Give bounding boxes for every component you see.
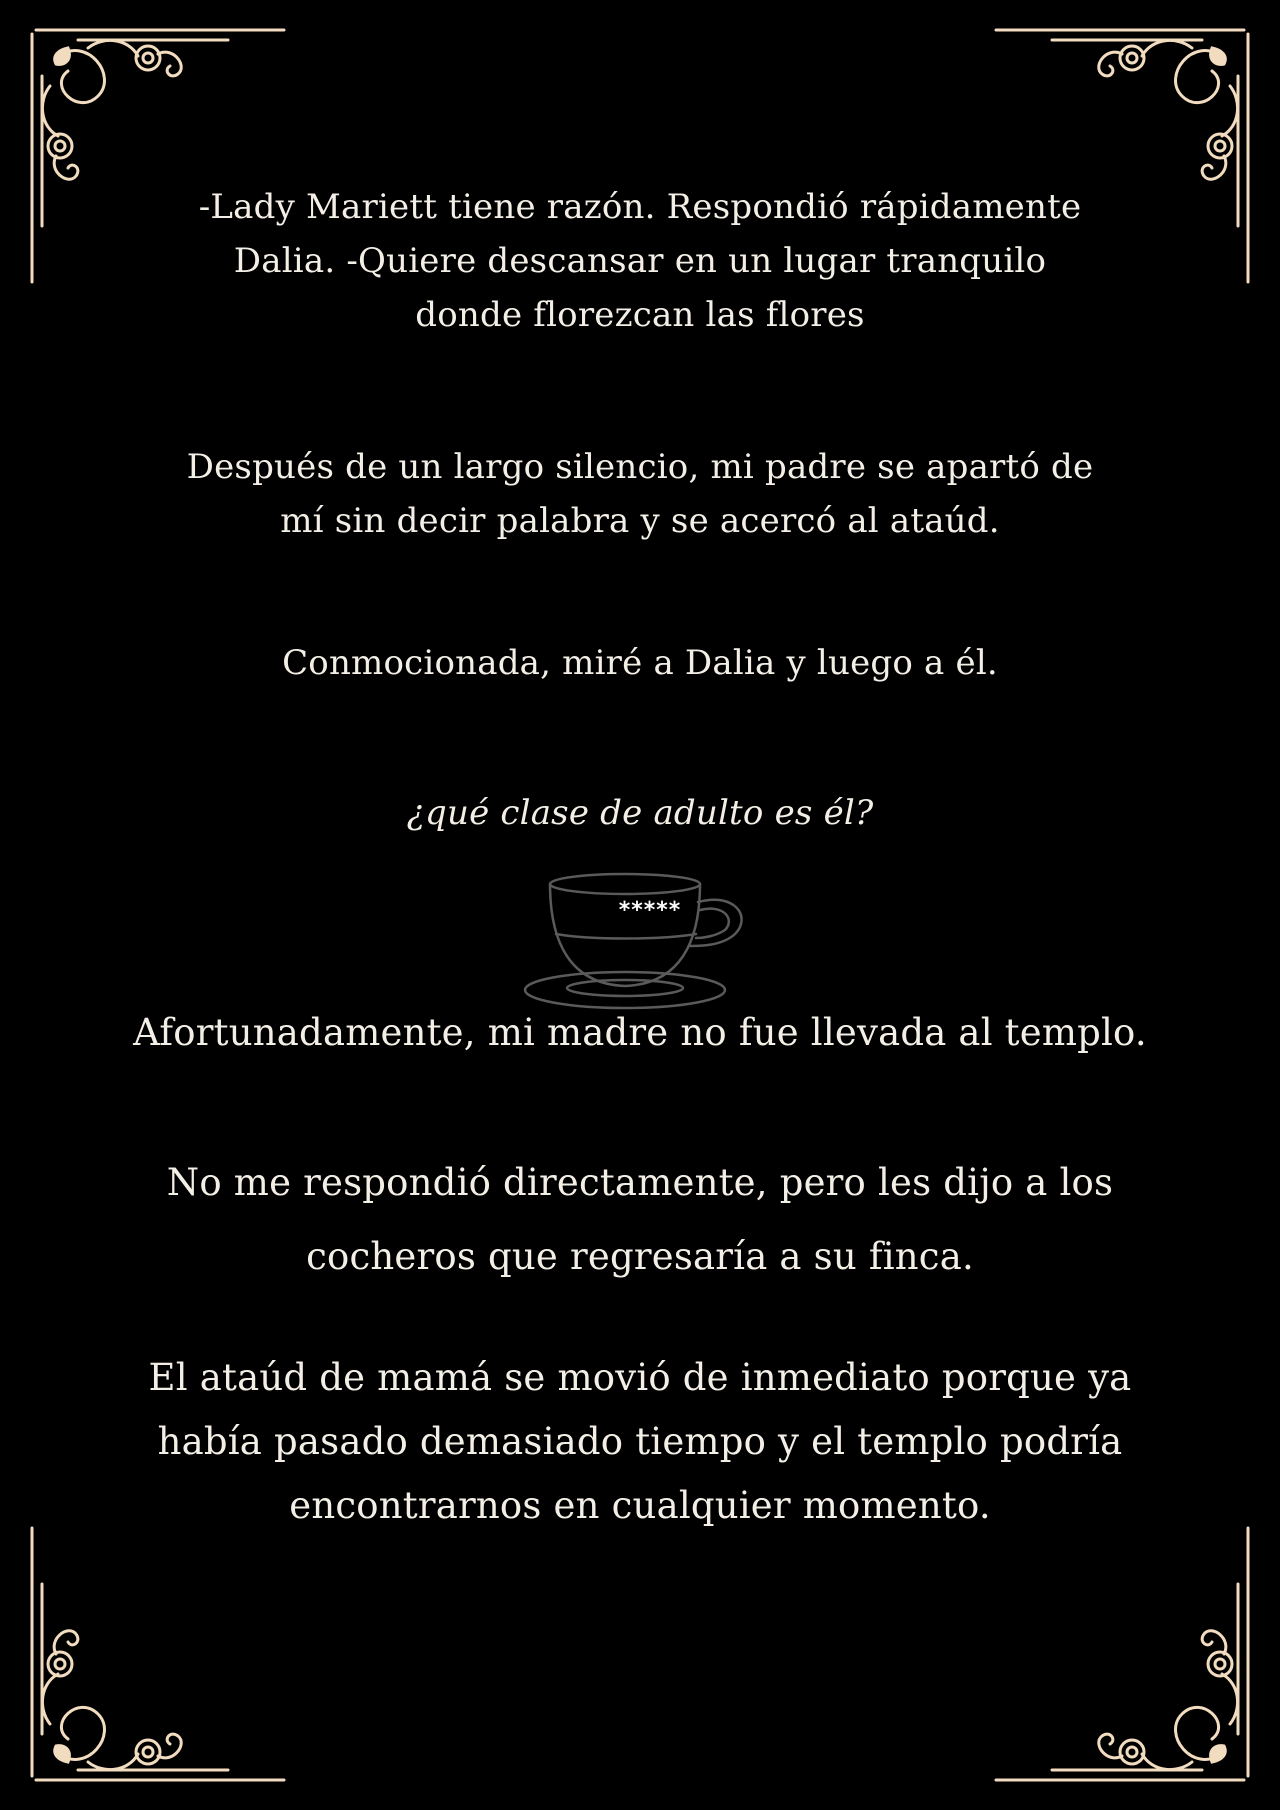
italic-thought (0, 786, 1280, 840)
text-line: había pasado demasiado tiempo y el templo podría (157, 1420, 1123, 1463)
text-line: donde florezcan las flores (415, 295, 865, 335)
text-line: Afortunadamente, mi madre no fue llevada al templo. (133, 1011, 1147, 1054)
ornamental-corner-icon (28, 1524, 288, 1784)
paragraph (0, 180, 1280, 342)
paragraph (0, 1346, 1280, 1538)
paragraph (0, 636, 1280, 690)
text-line: encontrarnos en cualquier momento. (289, 1484, 991, 1527)
ornamental-corner-icon (992, 1524, 1252, 1784)
text-line: ¿qué clase de adulto es él? (406, 793, 874, 833)
text-line: cocheros que regresaría a su finca. (306, 1235, 974, 1278)
text-line: mí sin decir palabra y se acercó al ataúd. (280, 501, 1000, 541)
text-line: -Lady Mariett tiene razón. Respondió rápidamente (198, 187, 1082, 227)
text-line: Conmocionada, miré a Dalia y luego a él. (282, 643, 998, 683)
section-separator: ***** (618, 898, 682, 923)
text-line: El ataúd de mamá se movió de inmediato porque ya (148, 1356, 1132, 1399)
text-line: Dalia. -Quiere descansar en un lugar tranquilo (233, 241, 1047, 281)
teacup-icon (520, 872, 760, 1022)
paragraph (0, 1146, 1280, 1294)
paragraph (0, 440, 1280, 548)
text-line: No me respondió directamente, pero les dijo a los (166, 1161, 1114, 1204)
text-line: Después de un largo silencio, mi padre se apartó de (186, 447, 1094, 487)
paragraph (0, 1006, 1280, 1060)
